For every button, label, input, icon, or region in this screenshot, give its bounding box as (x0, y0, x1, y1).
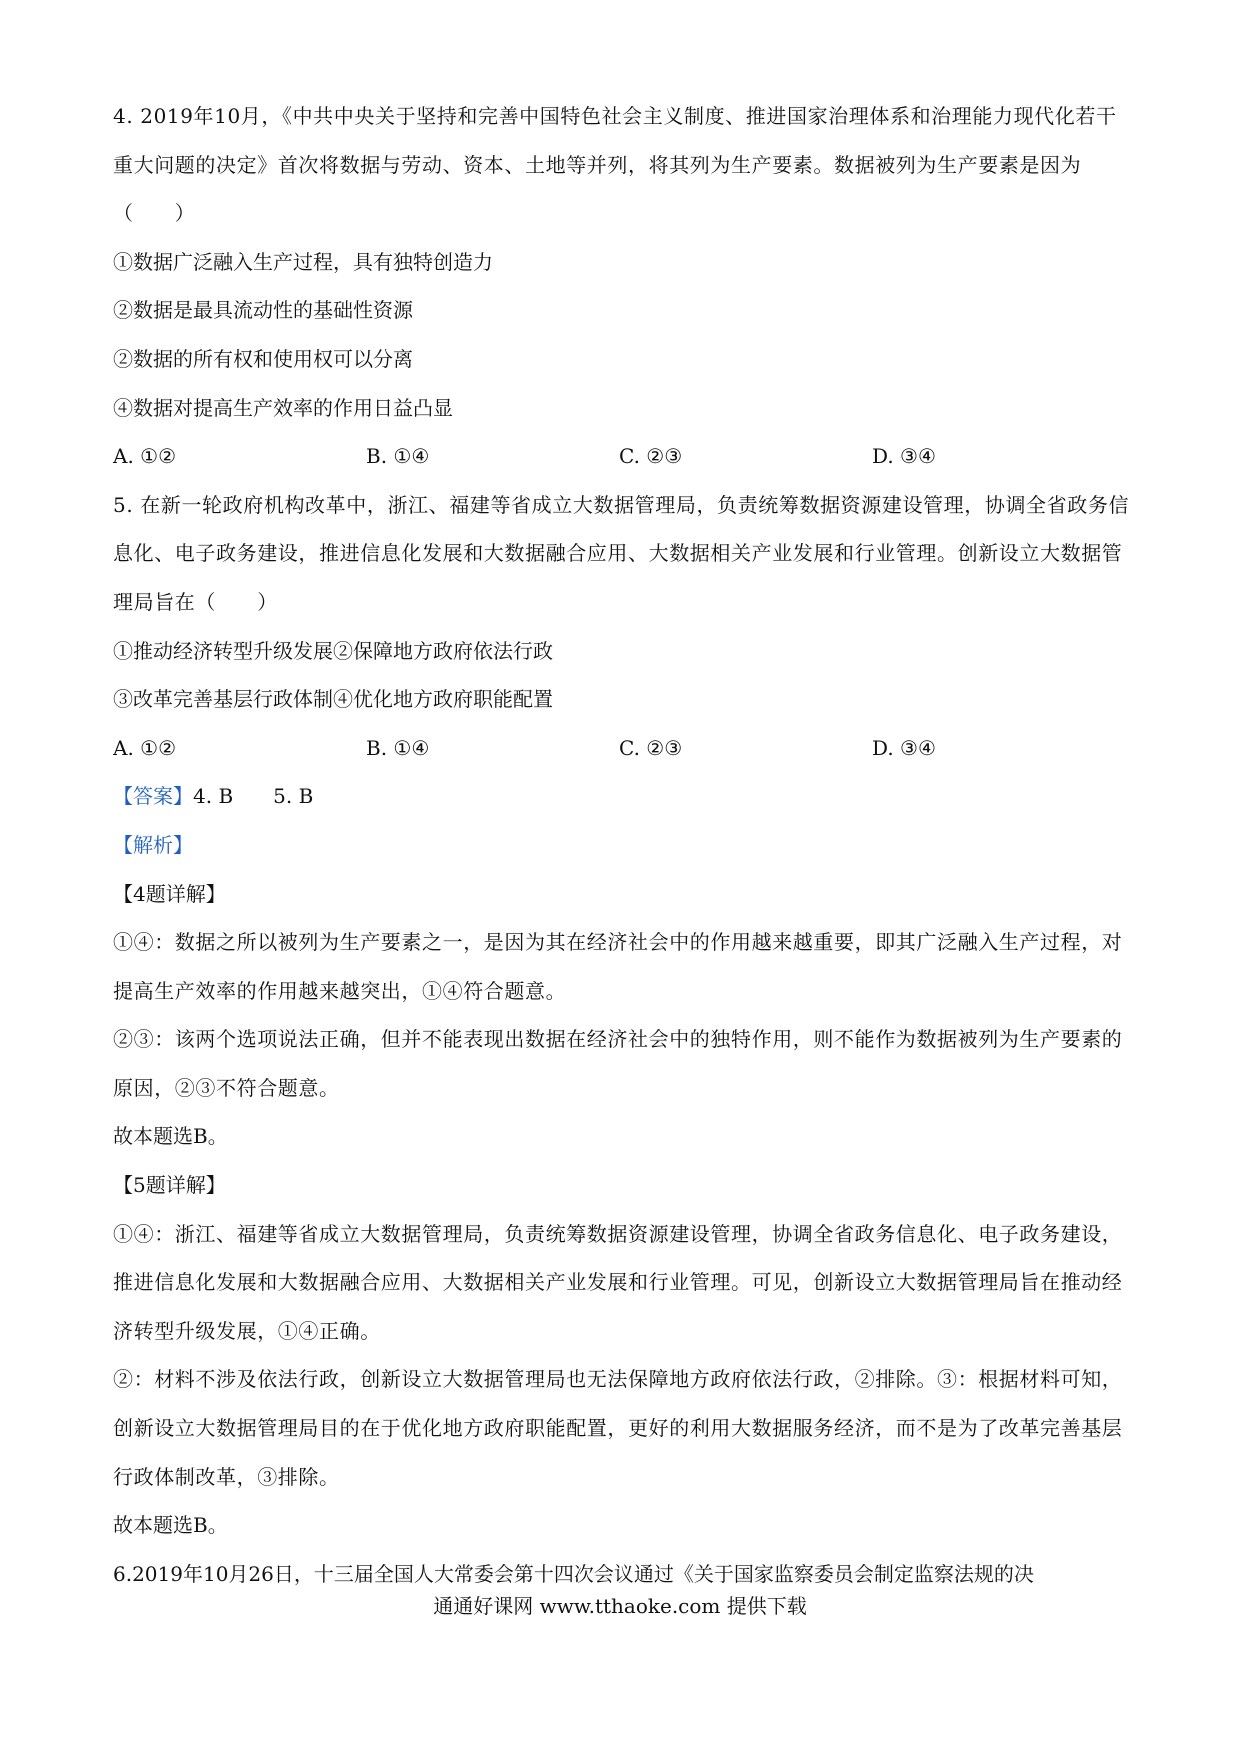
question-4-item-1: ①数据广泛融入生产过程，具有独特创造力 (113, 249, 493, 274)
question-4-item-4: ④数据对提高生产效率的作用日益凸显 (113, 395, 453, 420)
answer-label: 【答案】 (113, 784, 193, 809)
question-5-option-d: D. ③④ (872, 735, 936, 760)
question-4-options (113, 432, 1133, 481)
question-4-option-c: C. ②③ (619, 444, 683, 469)
question-6-stem: 6.2019年10月26日，十三届全国人大常委会第十四次会议通过《关于国家监察委员会制定监察法规的决 (113, 1561, 1034, 1586)
question-4-detail-paragraph-2: ②③：该两个选项说法正确，但并不能表现出数据在经济社会中的独特作用，则不能作为数据被列为生产要素的原因，②③不符合题意。 (113, 1027, 1123, 1100)
question-4-item-2: ②数据是最具流动性的基础性资源 (113, 298, 413, 323)
document-page (113, 92, 1133, 1598)
question-5-stem: 5. 在新一轮政府机构改革中，浙江、福建等省成立大数据管理局，负责统筹数据资源建设管理，协调全省政务信息化、电子政务建设，推进信息化发展和大数据融合应用、大数据相关产业发展和行业管理。创新设立大数据管理局旨在（ ） (113, 492, 1130, 614)
answer-value: 4. B 5. B (193, 784, 314, 809)
question-5-item-1: ①推动经济转型升级发展②保障地方政府依法行政 (113, 638, 553, 663)
question-4-option-a: A. ①② (113, 444, 177, 469)
question-5-detail-paragraph-2: ②：材料不涉及依法行政，创新设立大数据管理局也无法保障地方政府依法行政，②排除。③：根据材料可知，创新设立大数据管理局目的在于优化地方政府职能配置，更好的利用大数据服务经济，而不是为了改革完善基层行政体制改革，③排除。 (113, 1367, 1123, 1489)
question-4-option-d: D. ③④ (872, 444, 936, 469)
question-5-item-2: ③改革完善基层行政体制④优化地方政府职能配置 (113, 687, 553, 712)
question-5-conclusion: 故本题选B。 (113, 1513, 228, 1538)
question-5-options (113, 724, 1133, 773)
question-4-detail-title: 【4题详解】 (113, 881, 226, 906)
question-5-option-a: A. ①② (113, 735, 177, 760)
answer-line (113, 772, 1133, 821)
question-5-option-b: B. ①④ (366, 735, 430, 760)
question-4-detail-paragraph-1: ①④：数据之所以被列为生产要素之一，是因为其在经济社会中的作用越来越重要，即其广泛融入生产过程，对提高生产效率的作用越来越突出，①④符合题意。 (113, 930, 1123, 1003)
analysis-label: 【解析】 (113, 832, 193, 857)
question-4-stem: 4. 2019年10月，《中共中央关于坚持和完善中国特色社会主义制度、推进国家治理体系和治理能力现代化若干重大问题的决定》首次将数据与劳动、资本、土地等并列，将其列为生产要素。数据被列为生产要素是因为（ ） (113, 104, 1117, 226)
question-4-item-3: ②数据的所有权和使用权可以分离 (113, 346, 413, 371)
question-5-detail-paragraph-1: ①④：浙江、福建等省成立大数据管理局，负责统筹数据资源建设管理，协调全省政务信息化、电子政务建设，推进信息化发展和大数据融合应用、大数据相关产业发展和行业管理。可见，创新设立大数据管理局旨在推动经济转型升级发展，①④正确。 (113, 1221, 1123, 1343)
question-4-conclusion: 故本题选B。 (113, 1124, 228, 1149)
page-footer: 通通好课网 www.tthaoke.com 提供下载 (433, 1594, 807, 1618)
question-5-detail-title: 【5题详解】 (113, 1173, 226, 1198)
question-5-option-c: C. ②③ (619, 735, 683, 760)
question-4-option-b: B. ①④ (366, 444, 430, 469)
